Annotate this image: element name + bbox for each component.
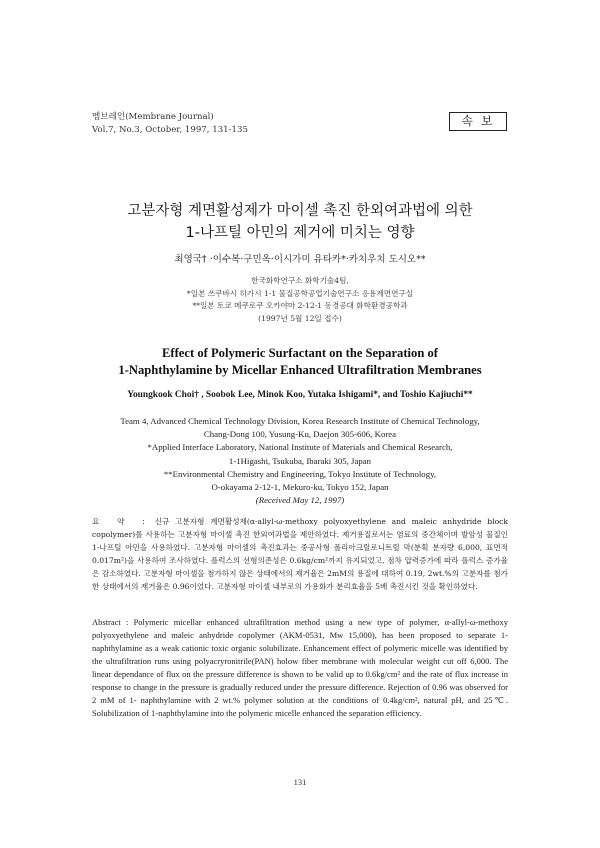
english-received-date: (Received May 12, 1997) (255, 495, 345, 506)
korean-abstract-label: 요 약 : (92, 517, 151, 526)
journal-info (92, 111, 248, 137)
english-affiliation-2: Chang-Dong 100, Yusung-Ku, Daejon 305-606, Korea (203, 429, 397, 440)
korean-affiliations (60, 275, 540, 325)
english-affiliation-4: 1-1Higashi, Tsukuba, Ibaraki 305, Japan (228, 455, 372, 466)
korean-affiliation-2: *일본 쓰쿠바시 히가시 1-1 물질공학공업기술연구소 응용계면연구실 (186, 288, 414, 298)
korean-title-line-2: 1-나프틸 아민의 제거에 미치는 영향 (185, 225, 415, 241)
page-number: 131 (293, 777, 307, 787)
english-affiliations (80, 415, 520, 507)
korean-received-date: (1997년 5월 12일 접수) (258, 313, 342, 323)
korean-affiliation-3: **일본 토쿄 메쿠로쿠 오카야마 2-12-1 동경공대 화학환경공학과 (192, 301, 408, 310)
article-type-badge: 속보 (449, 112, 507, 131)
journal-name: 멤브레인(Membrane Journal) (92, 112, 214, 122)
english-affiliation-3: *Applied Interface Laboratory, National Institute of Materials and Chemical Research, (147, 442, 453, 453)
english-title-line-2: 1-Naphthylamine by Micellar Enhanced Ultrafiltration Membranes (118, 363, 482, 377)
korean-authors: 최영국† ·이수복·구민옥·이시가미 유타카*·카치우치 도시오** (174, 254, 426, 265)
english-abstract-text: Polymeric micellar enhanced ultrafiltration method using a new type of polymer, α-allyl-ω-methoxy polyoxyethylene and maleic anhydride copolymer (AKM-0531, Mw 15,000), has been proposed to separate 1-naphthylamine as a weak cationic toxic organic solubilizate. Enhancement effect of polymeric micelle was identified by the ultrafiltration runs using polyacryronitrile(PAN) holow fiber membrane with molecular weight cut off 6,000. The linear dependance of flux on the pressure difference is shown to be valid up to 0.6kg/cm² and the rate of flux increase in response to change in the pressure is gradually reduced under the pressure difference. Rejection of 0.96 was observed for 2 mM of 1- naphthylamine with 2 wt.% polymer solution at the conditions of 0.4kg/cm², natural pH, and 25℃. Solubilization of 1-naphthylamine into the polymeric micelle enhanced the separation efficiency. (92, 617, 508, 718)
english-title-line-1: Effect of Polymeric Surfactant on the Separation of (162, 346, 438, 360)
korean-abstract-text: 신규 고분자형 계면활성제(α-allyl-ω-methoxy polyoxyethylene and maleic anhydride block copolymer)를 사용하는 고분자형 마이셀 촉진 한외여과법을 제안하였다. 제거용질로서는 염료의 중간체이며 발암성 물질인 1-나프틸 아민을 사용하였다. 고분자형 마이셀의 촉진효과는 중공사형 폴리아크릴로니트릴 막(분획 분자량 6,000, 표면적 0.017m²)을 사용하여 조사하였다. 플럭스의 선형의존성은 0.6kg/cm²까지 유지되었고, 점차 압력증가에 따라 플럭스 증가율은 감소하였다. 고분자형 마이셀을 첨가하지 않은 상태에서의 제거율은 2mM의 용질에 대하여 0.19, 2wt.%의 고분자를 첨가한 상태에서의 제거율은 0.96이었다. 고분자형 마이셀 내부로의 가용화가 분리효율을 5배 촉진시킨 것을 확인하였다. (92, 517, 508, 591)
english-affiliation-5: **Environmental Chemistry and Engineering, Tokyo Institute of Technology, (163, 468, 437, 479)
korean-title (60, 200, 540, 244)
english-title (40, 345, 560, 379)
journal-volume: Vol.7, No.3, October, 1997, 131-135 (92, 125, 248, 135)
korean-affiliation-1: 한국화학연구소 화학기술4팀, (251, 276, 349, 285)
english-abstract (92, 616, 508, 720)
korean-title-line-1: 고분자형 계면활성제가 마이셀 촉진 한외여과법에 의한 (127, 203, 473, 219)
english-affiliation-1: Team 4, Advanced Chemical Technology Division, Korea Research Institute of Chemical Technology, (120, 416, 480, 426)
english-abstract-label: Abstract : (92, 617, 129, 627)
korean-abstract (92, 515, 508, 593)
english-authors: Youngkook Choi† , Soobok Lee, Minok Koo, Yutaka Ishigami*, and Toshio Kajiuchi** (127, 390, 473, 400)
english-affiliation-6: O-okayama 2-12-1, Mekuro-ku, Tokyo 152, Japan (211, 482, 389, 493)
